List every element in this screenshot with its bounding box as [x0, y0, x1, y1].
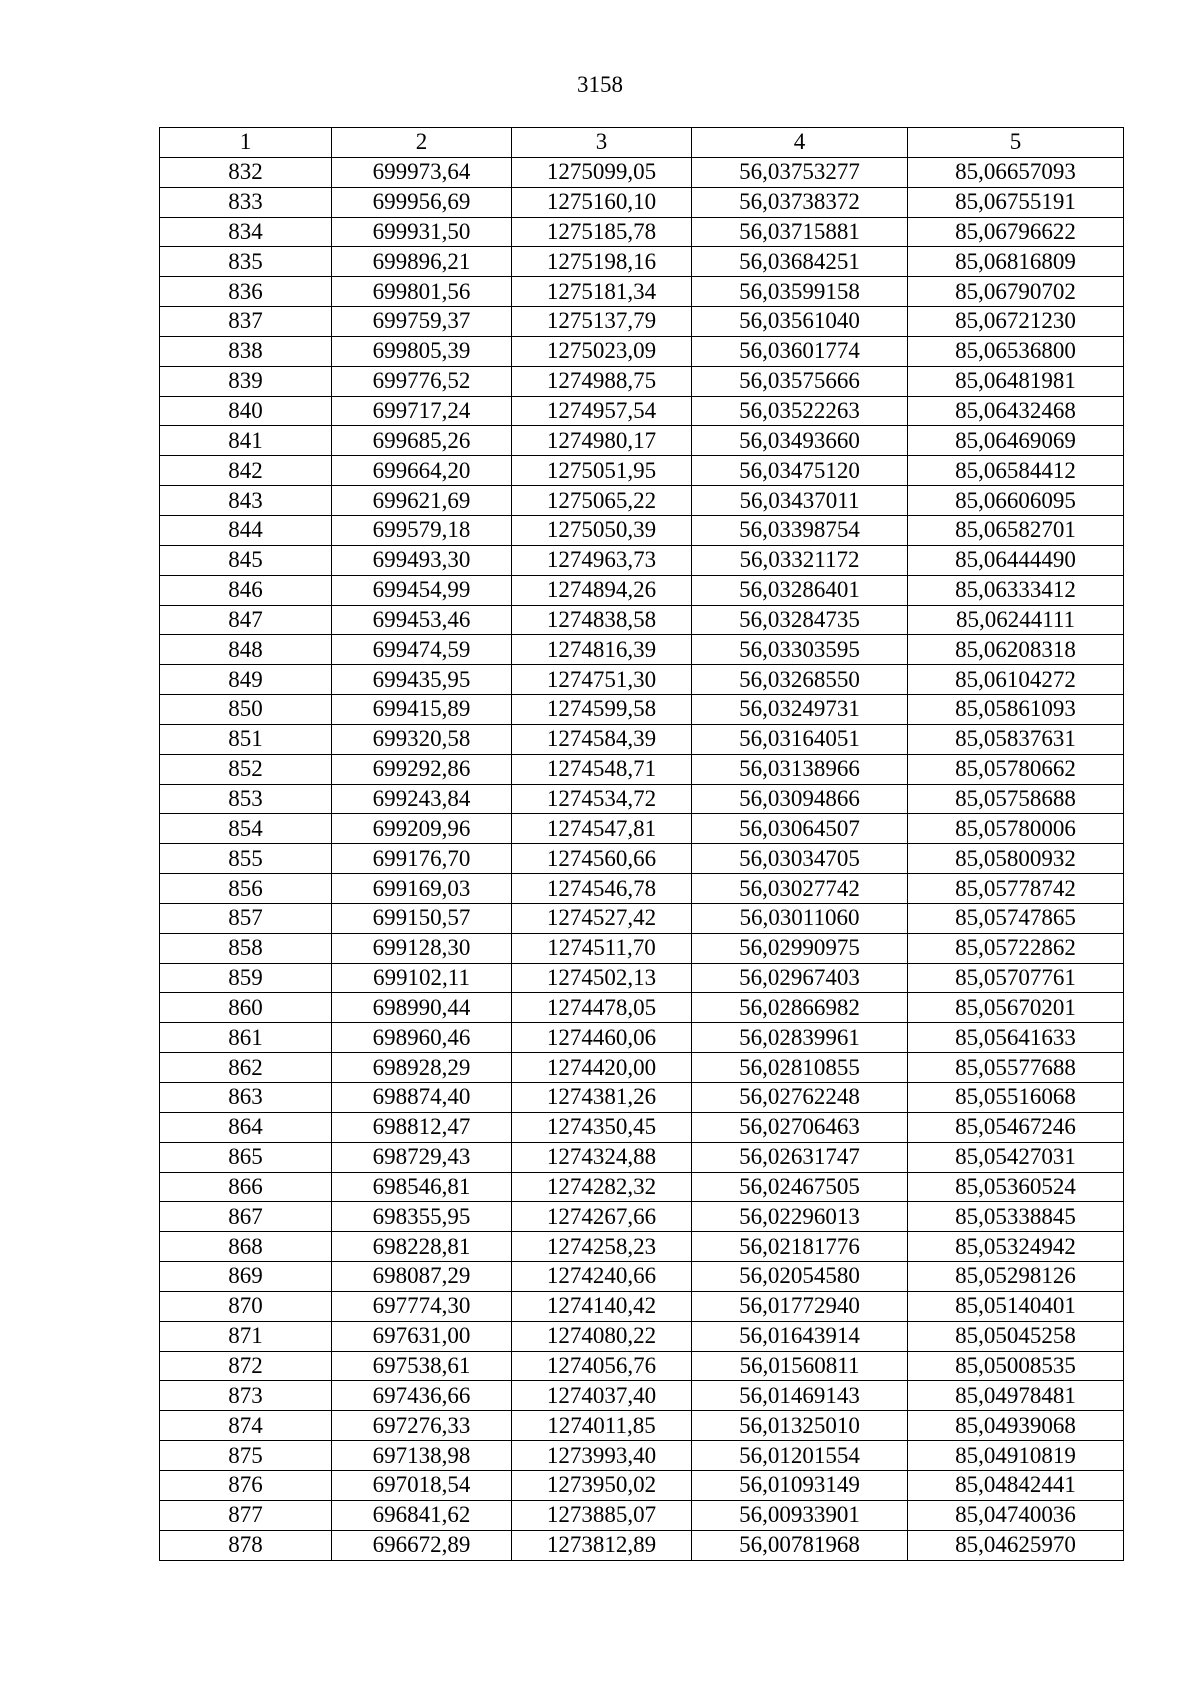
table-row: [160, 1411, 1124, 1441]
table-cell: 1274988,75: [512, 366, 692, 396]
table-row: [160, 1470, 1124, 1500]
table-row: [160, 307, 1124, 337]
table-cell: 869: [160, 1262, 332, 1292]
table-cell: 56,01772940: [692, 1291, 908, 1321]
table-cell: 848: [160, 635, 332, 665]
page-number: 3158: [577, 72, 623, 97]
table-cell: 85,06582701: [908, 515, 1124, 545]
table-cell: 85,06208318: [908, 635, 1124, 665]
table-row: [160, 426, 1124, 456]
table-cell: 85,04910819: [908, 1441, 1124, 1471]
table-cell: 56,03286401: [692, 575, 908, 605]
table-cell: 1275185,78: [512, 217, 692, 247]
table-cell: 866: [160, 1172, 332, 1202]
table-cell: 1274460,06: [512, 1023, 692, 1053]
table-cell: 56,02990975: [692, 933, 908, 963]
table-row: [160, 1381, 1124, 1411]
table-cell: 56,03684251: [692, 247, 908, 277]
table-cell: 85,04740036: [908, 1500, 1124, 1530]
table-cell: 699579,18: [332, 515, 512, 545]
table-cell: 85,06444490: [908, 545, 1124, 575]
table-cell: 1274381,26: [512, 1083, 692, 1113]
table-cell: 1274080,22: [512, 1321, 692, 1351]
table-row: [160, 844, 1124, 874]
table-cell: 699493,30: [332, 545, 512, 575]
table-cell: 85,05707761: [908, 963, 1124, 993]
table-cell: 856: [160, 874, 332, 904]
table-cell: 56,03601774: [692, 336, 908, 366]
table-row: [160, 1530, 1124, 1560]
table-cell: 1274838,58: [512, 605, 692, 635]
table-row: [160, 1232, 1124, 1262]
table-cell: 862: [160, 1053, 332, 1083]
table-cell: 85,05516068: [908, 1083, 1124, 1113]
table-row: [160, 1023, 1124, 1053]
table-row: [160, 695, 1124, 725]
table-cell: 699621,69: [332, 486, 512, 516]
table-cell: 698874,40: [332, 1083, 512, 1113]
table-cell: 85,06469069: [908, 426, 1124, 456]
table-row: [160, 1291, 1124, 1321]
table-cell: 85,04625970: [908, 1530, 1124, 1560]
table-cell: 843: [160, 486, 332, 516]
table-row: [160, 1172, 1124, 1202]
table-cell: 844: [160, 515, 332, 545]
table-cell: 85,05338845: [908, 1202, 1124, 1232]
table-cell: 698729,43: [332, 1142, 512, 1172]
table-cell: 851: [160, 724, 332, 754]
table-cell: 699243,84: [332, 784, 512, 814]
table-cell: 839: [160, 366, 332, 396]
table-cell: 698087,29: [332, 1262, 512, 1292]
table-cell: 860: [160, 993, 332, 1023]
table-cell: 1274816,39: [512, 635, 692, 665]
table-row: [160, 1500, 1124, 1530]
table-cell: 696841,62: [332, 1500, 512, 1530]
table-cell: 85,05641633: [908, 1023, 1124, 1053]
table-cell: 56,03034705: [692, 844, 908, 874]
table-cell: 85,05800932: [908, 844, 1124, 874]
table-cell: 1275065,22: [512, 486, 692, 516]
table-cell: 56,03138966: [692, 754, 908, 784]
table-cell: 56,03268550: [692, 665, 908, 695]
table-cell: 699801,56: [332, 277, 512, 307]
table-row: [160, 963, 1124, 993]
table-cell: 56,02967403: [692, 963, 908, 993]
table-cell: 1275051,95: [512, 456, 692, 486]
table-cell: 1274420,00: [512, 1053, 692, 1083]
table-cell: 1274584,39: [512, 724, 692, 754]
table-cell: 838: [160, 336, 332, 366]
table-cell: 85,06796622: [908, 217, 1124, 247]
table-row: [160, 575, 1124, 605]
table-cell: 832: [160, 157, 332, 187]
table-row: [160, 366, 1124, 396]
table-cell: 1274963,73: [512, 545, 692, 575]
table-cell: 56,03094866: [692, 784, 908, 814]
table-cell: 842: [160, 456, 332, 486]
table-cell: 1275137,79: [512, 307, 692, 337]
table-cell: 85,06432468: [908, 396, 1124, 426]
table-cell: 56,03575666: [692, 366, 908, 396]
table-cell: 699169,03: [332, 874, 512, 904]
table-cell: 85,06104272: [908, 665, 1124, 695]
table-row: [160, 1441, 1124, 1471]
table-row: [160, 1262, 1124, 1292]
table-cell: 56,03475120: [692, 456, 908, 486]
table-cell: 698990,44: [332, 993, 512, 1023]
table-cell: 85,06721230: [908, 307, 1124, 337]
table-cell: 85,05577688: [908, 1053, 1124, 1083]
table-row: [160, 1351, 1124, 1381]
table-cell: 697138,98: [332, 1441, 512, 1471]
table-cell: 85,05837631: [908, 724, 1124, 754]
table-cell: 1274140,42: [512, 1291, 692, 1321]
table-cell: 699128,30: [332, 933, 512, 963]
table-row: [160, 1142, 1124, 1172]
table-cell: 56,02296013: [692, 1202, 908, 1232]
table-cell: 861: [160, 1023, 332, 1053]
coordinates-table: [159, 127, 1124, 1561]
table-cell: 56,03599158: [692, 277, 908, 307]
table-cell: 85,05008535: [908, 1351, 1124, 1381]
table-cell: 863: [160, 1083, 332, 1113]
table-cell: 56,03064507: [692, 814, 908, 844]
column-header-3: 3: [512, 128, 692, 158]
table-cell: 699956,69: [332, 187, 512, 217]
table-cell: 877: [160, 1500, 332, 1530]
table-cell: 837: [160, 307, 332, 337]
table-cell: 85,06333412: [908, 575, 1124, 605]
table-cell: 56,01469143: [692, 1381, 908, 1411]
table-cell: 56,01201554: [692, 1441, 908, 1471]
table-cell: 698546,81: [332, 1172, 512, 1202]
table-cell: 85,05722862: [908, 933, 1124, 963]
table-cell: 56,03715881: [692, 217, 908, 247]
table-row: [160, 605, 1124, 635]
table-cell: 697276,33: [332, 1411, 512, 1441]
table-cell: 699454,99: [332, 575, 512, 605]
table-cell: 1275099,05: [512, 157, 692, 187]
table-cell: 56,02181776: [692, 1232, 908, 1262]
table-cell: 699685,26: [332, 426, 512, 456]
table-cell: 699717,24: [332, 396, 512, 426]
table-cell: 56,02706463: [692, 1112, 908, 1142]
table-cell: 1274502,13: [512, 963, 692, 993]
table-cell: 870: [160, 1291, 332, 1321]
table-cell: 56,03738372: [692, 187, 908, 217]
table-cell: 699150,57: [332, 903, 512, 933]
table-cell: 699759,37: [332, 307, 512, 337]
table-cell: 699931,50: [332, 217, 512, 247]
table-cell: 853: [160, 784, 332, 814]
table-cell: 1275050,39: [512, 515, 692, 545]
table-cell: 56,03561040: [692, 307, 908, 337]
table-cell: 699435,95: [332, 665, 512, 695]
table-cell: 1274560,66: [512, 844, 692, 874]
table-cell: 56,02810855: [692, 1053, 908, 1083]
table-row: [160, 456, 1124, 486]
table-cell: 56,02839961: [692, 1023, 908, 1053]
table-row: [160, 545, 1124, 575]
table-cell: 697631,00: [332, 1321, 512, 1351]
table-row: [160, 277, 1124, 307]
table-cell: 868: [160, 1232, 332, 1262]
table-cell: 698928,29: [332, 1053, 512, 1083]
table-cell: 846: [160, 575, 332, 605]
table-cell: 849: [160, 665, 332, 695]
table-cell: 1274240,66: [512, 1262, 692, 1292]
table-cell: 56,01643914: [692, 1321, 908, 1351]
table-row: [160, 515, 1124, 545]
table-cell: 56,02866982: [692, 993, 908, 1023]
table-cell: 1273950,02: [512, 1470, 692, 1500]
table-cell: 1274258,23: [512, 1232, 692, 1262]
table-cell: 840: [160, 396, 332, 426]
table-cell: 855: [160, 844, 332, 874]
table-row: [160, 1112, 1124, 1142]
table-cell: 698355,95: [332, 1202, 512, 1232]
column-header-4: 4: [692, 128, 908, 158]
table-cell: 56,03522263: [692, 396, 908, 426]
table-cell: 1274534,72: [512, 784, 692, 814]
table-cell: 697774,30: [332, 1291, 512, 1321]
table-cell: 85,05780006: [908, 814, 1124, 844]
table-cell: 56,03753277: [692, 157, 908, 187]
table-cell: 867: [160, 1202, 332, 1232]
table-cell: 1274282,32: [512, 1172, 692, 1202]
table-cell: 872: [160, 1351, 332, 1381]
table-cell: 864: [160, 1112, 332, 1142]
table-cell: 85,05360524: [908, 1172, 1124, 1202]
table-row: [160, 724, 1124, 754]
table-row: [160, 247, 1124, 277]
table-cell: 698960,46: [332, 1023, 512, 1053]
table-cell: 699973,64: [332, 157, 512, 187]
table-cell: 85,05467246: [908, 1112, 1124, 1142]
table-row: [160, 635, 1124, 665]
table-cell: 56,00933901: [692, 1500, 908, 1530]
table-cell: 1274267,66: [512, 1202, 692, 1232]
table-cell: 85,05140401: [908, 1291, 1124, 1321]
table-cell: 1274011,85: [512, 1411, 692, 1441]
table-cell: 56,03011060: [692, 903, 908, 933]
table-cell: 56,01093149: [692, 1470, 908, 1500]
column-header-1: 1: [160, 128, 332, 158]
table-cell: 878: [160, 1530, 332, 1560]
table-row: [160, 396, 1124, 426]
table-cell: 56,01325010: [692, 1411, 908, 1441]
table-cell: 56,02762248: [692, 1083, 908, 1113]
table-cell: 699176,70: [332, 844, 512, 874]
table-cell: 56,03398754: [692, 515, 908, 545]
table-row: [160, 217, 1124, 247]
table-cell: 56,03321172: [692, 545, 908, 575]
table-cell: 699805,39: [332, 336, 512, 366]
table-body: [160, 157, 1124, 1560]
table-cell: 85,04842441: [908, 1470, 1124, 1500]
table-cell: 1274478,05: [512, 993, 692, 1023]
table-cell: 1275023,09: [512, 336, 692, 366]
table-row: [160, 157, 1124, 187]
table-cell: 841: [160, 426, 332, 456]
column-header-5: 5: [908, 128, 1124, 158]
table-cell: 85,05045258: [908, 1321, 1124, 1351]
table-row: [160, 1202, 1124, 1232]
table-cell: 871: [160, 1321, 332, 1351]
table-cell: 699209,96: [332, 814, 512, 844]
table-cell: 1274547,81: [512, 814, 692, 844]
table-cell: 698228,81: [332, 1232, 512, 1262]
table-cell: 56,02631747: [692, 1142, 908, 1172]
table-cell: 85,05298126: [908, 1262, 1124, 1292]
table-row: [160, 784, 1124, 814]
table-cell: 699664,20: [332, 456, 512, 486]
table-row: [160, 933, 1124, 963]
table-cell: 1274324,88: [512, 1142, 692, 1172]
table-cell: 699896,21: [332, 247, 512, 277]
table-cell: 85,06481981: [908, 366, 1124, 396]
table-cell: 876: [160, 1470, 332, 1500]
table-cell: 1274037,40: [512, 1381, 692, 1411]
table-cell: 833: [160, 187, 332, 217]
table-cell: 697436,66: [332, 1381, 512, 1411]
table-cell: 56,02467505: [692, 1172, 908, 1202]
table-cell: 1273885,07: [512, 1500, 692, 1530]
table-cell: 85,06657093: [908, 157, 1124, 187]
table-header-row: [160, 128, 1124, 158]
table-cell: 85,05427031: [908, 1142, 1124, 1172]
table-cell: 1274350,45: [512, 1112, 692, 1142]
table-row: [160, 903, 1124, 933]
table-cell: 85,05861093: [908, 695, 1124, 725]
table-cell: 1274546,78: [512, 874, 692, 904]
table-cell: 834: [160, 217, 332, 247]
table-cell: 699102,11: [332, 963, 512, 993]
table-cell: 85,06244111: [908, 605, 1124, 635]
table-cell: 85,05780662: [908, 754, 1124, 784]
table-cell: 85,05747865: [908, 903, 1124, 933]
table-cell: 85,04939068: [908, 1411, 1124, 1441]
table-row: [160, 665, 1124, 695]
table-row: [160, 486, 1124, 516]
table-cell: 56,03493660: [692, 426, 908, 456]
table-cell: 847: [160, 605, 332, 635]
table-cell: 873: [160, 1381, 332, 1411]
table-cell: 56,03437011: [692, 486, 908, 516]
table-cell: 852: [160, 754, 332, 784]
table-cell: 699453,46: [332, 605, 512, 635]
table-cell: 85,06755191: [908, 187, 1124, 217]
table-cell: 1274056,76: [512, 1351, 692, 1381]
table-cell: 56,03249731: [692, 695, 908, 725]
table-row: [160, 1083, 1124, 1113]
table-cell: 85,05778742: [908, 874, 1124, 904]
table-cell: 85,06584412: [908, 456, 1124, 486]
table-row: [160, 1321, 1124, 1351]
table-cell: 836: [160, 277, 332, 307]
table-row: [160, 814, 1124, 844]
table-cell: 1275181,34: [512, 277, 692, 307]
table-cell: 56,01560811: [692, 1351, 908, 1381]
table-cell: 85,05324942: [908, 1232, 1124, 1262]
table-cell: 1274957,54: [512, 396, 692, 426]
table-cell: 1274548,71: [512, 754, 692, 784]
table-cell: 698812,47: [332, 1112, 512, 1142]
table-cell: 850: [160, 695, 332, 725]
table-cell: 1274599,58: [512, 695, 692, 725]
table-cell: 696672,89: [332, 1530, 512, 1560]
table-cell: 857: [160, 903, 332, 933]
table-cell: 699474,59: [332, 635, 512, 665]
table-cell: 699292,86: [332, 754, 512, 784]
table-cell: 859: [160, 963, 332, 993]
table-cell: 85,06816809: [908, 247, 1124, 277]
table-cell: 56,02054580: [692, 1262, 908, 1292]
table-cell: 85,06536800: [908, 336, 1124, 366]
table-cell: 699415,89: [332, 695, 512, 725]
table-cell: 865: [160, 1142, 332, 1172]
table-cell: 85,05670201: [908, 993, 1124, 1023]
table-cell: 875: [160, 1441, 332, 1471]
table-cell: 85,05758688: [908, 784, 1124, 814]
table-cell: 1275160,10: [512, 187, 692, 217]
table-row: [160, 187, 1124, 217]
table-cell: 835: [160, 247, 332, 277]
table-cell: 699320,58: [332, 724, 512, 754]
column-header-2: 2: [332, 128, 512, 158]
table-cell: 85,06606095: [908, 486, 1124, 516]
table-cell: 845: [160, 545, 332, 575]
table-cell: 85,06790702: [908, 277, 1124, 307]
table-cell: 854: [160, 814, 332, 844]
table-cell: 1274511,70: [512, 933, 692, 963]
table-cell: 1273812,89: [512, 1530, 692, 1560]
table-cell: 699776,52: [332, 366, 512, 396]
table-cell: 56,03027742: [692, 874, 908, 904]
table-cell: 1273993,40: [512, 1441, 692, 1471]
table-cell: 697538,61: [332, 1351, 512, 1381]
table-cell: 1275198,16: [512, 247, 692, 277]
table-cell: 56,03164051: [692, 724, 908, 754]
table-cell: 56,00781968: [692, 1530, 908, 1560]
table-cell: 56,03284735: [692, 605, 908, 635]
table-cell: 56,03303595: [692, 635, 908, 665]
table-cell: 1274894,26: [512, 575, 692, 605]
table-cell: 85,04978481: [908, 1381, 1124, 1411]
table-cell: 858: [160, 933, 332, 963]
table-cell: 1274980,17: [512, 426, 692, 456]
table-row: [160, 1053, 1124, 1083]
table-cell: 697018,54: [332, 1470, 512, 1500]
table-row: [160, 993, 1124, 1023]
table-row: [160, 874, 1124, 904]
table-cell: 1274751,30: [512, 665, 692, 695]
table-row: [160, 336, 1124, 366]
table-cell: 874: [160, 1411, 332, 1441]
table-cell: 1274527,42: [512, 903, 692, 933]
table-row: [160, 754, 1124, 784]
